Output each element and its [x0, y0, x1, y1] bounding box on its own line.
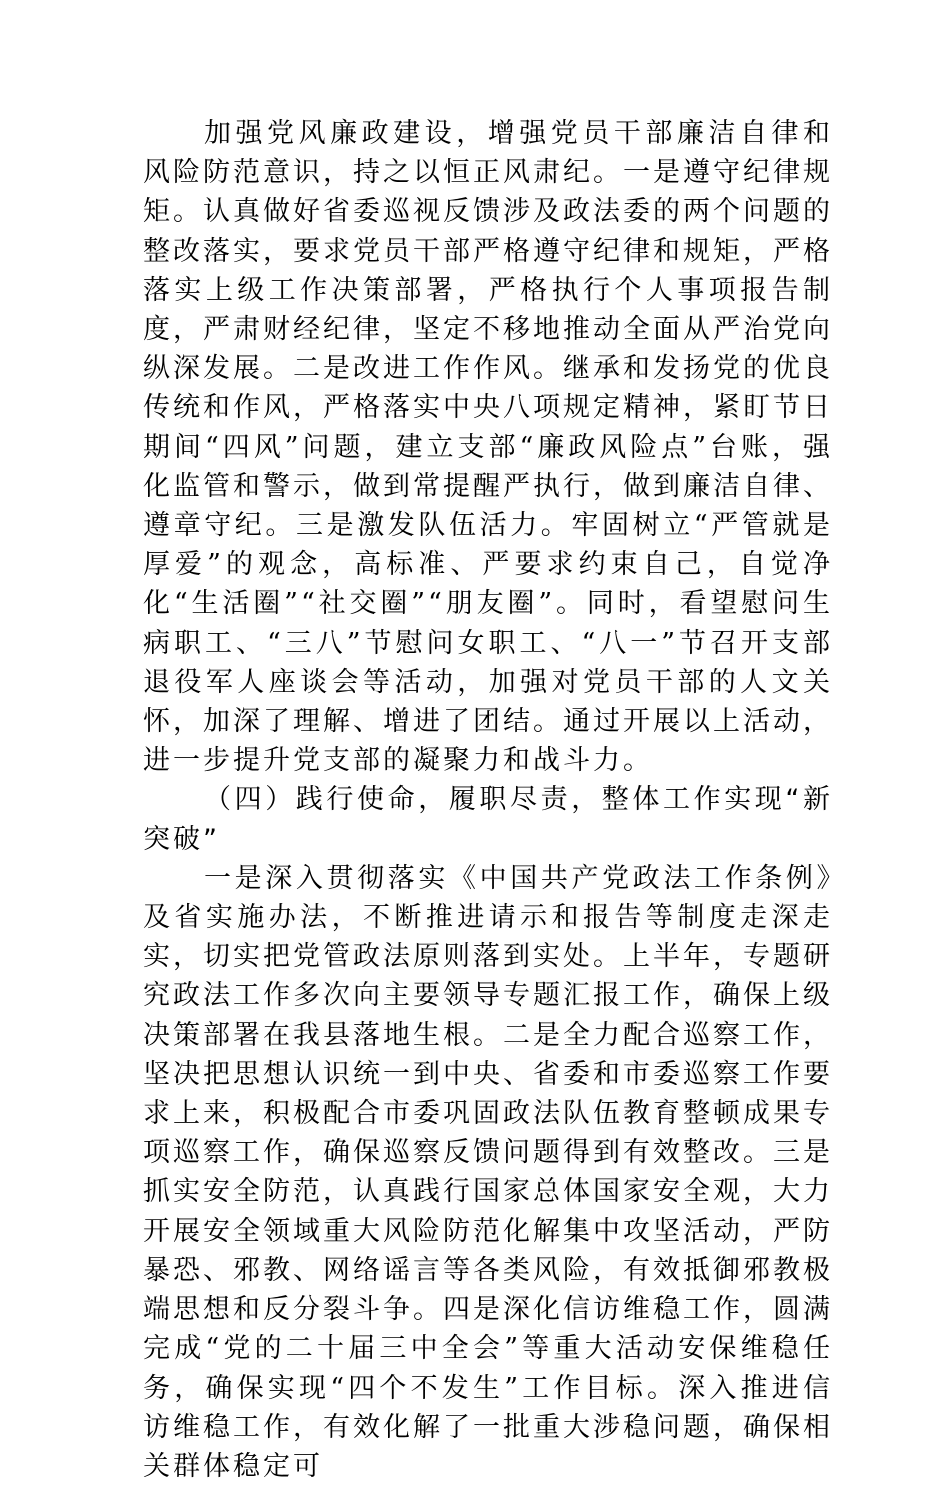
document-page — [143, 114, 833, 1486]
paragraph-duty-performance: 一是深入贯彻落实《中国共产党政法工作条例》及省实施办法，不断推进请示和报告等制度走深走实，切实把党管政法原则落到实处。上半年，专题研究政法工作多次向主要领导专题汇报工作，确保上级决策部署在我县落地生根。二是全力配合巡察工作，坚决把思想认识统一到中央、省委和市委巡察工作要求上来，积极配合市委巩固政法队伍教育整顿成果专项巡察工作，确保巡察反馈问题得到有效整改。三是抓实安全防范，认真践行国家总体国家安全观，大力开展安全领域重大风险防范化解集中攻坚活动，严防暴恐、邪教、网络谣言等各类风险，有效抵御邪教极端思想和反分裂斗争。四是深化信访维稳工作，圆满完成“党的二十届三中全会”等重大活动安保维稳任务，确保实现“四个不发生”工作目标。深入推进信访维稳工作，有效化解了一批重大涉稳问题，确保相关群体稳定可 — [143, 862, 833, 1482]
paragraph-party-conduct: 加强党风廉政建设，增强党员干部廉洁自律和风险防范意识，持之以恒正风肃纪。一是遵守纪律规矩。认真做好省委巡视反馈涉及政法委的两个问题的整改落实，要求党员干部严格遵守纪律和规矩，严格落实上级工作决策部署，严格执行个人事项报告制度，严肃财经纪律，坚定不移地推动全面从严治党向纵深发展。二是改进工作作风。继承和发扬党的优良传统和作风，严格落实中央八项规定精神，紧盯节日期间“四风”问题，建立支部“廉政风险点”台账，强化监管和警示，做到常提醒严执行，做到廉洁自律、遵章守纪。三是激发队伍活力。牢固树立“严管就是厚爱”的观念，高标准、严要求约束自己，自觉净化“生活圈”“社交圈”“朋友圈”。同时，看望慰问生病职工、“三八”节慰问女职工、“八一”节召开支部退役军人座谈会等活动，加强对党员干部的人文关怀，加深了理解、增进了团结。通过开展以上活动，进一步提升党支部的凝聚力和战斗力。 — [143, 118, 833, 777]
section-heading-four: （四）践行使命，履职尽责，整体工作实现“新突破” — [143, 784, 833, 855]
